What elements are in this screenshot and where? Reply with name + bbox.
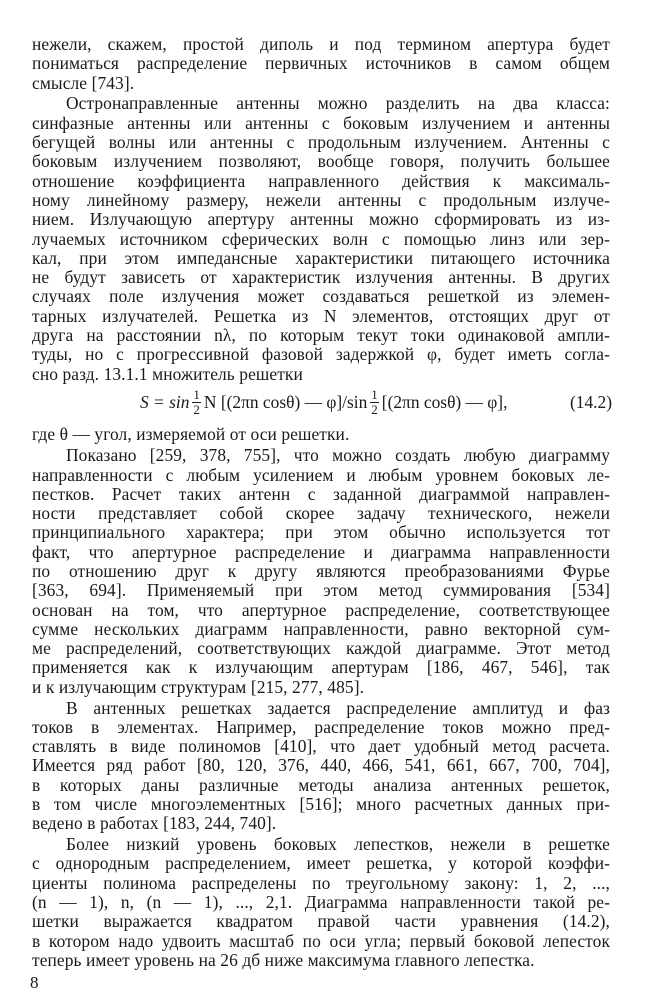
text-line: где θ — угол, измеряемой от оси решетки. xyxy=(32,424,350,444)
text-line: ставлять в виде полиномов [410], что дает удобный метод расчета. xyxy=(32,736,610,756)
text-line: сумме нескольких диаграмм направленности, равно векторной сум- xyxy=(32,619,610,639)
text-line: боковым излучением позволяют, вообще говоря, получить большее xyxy=(32,151,610,171)
text-line: друга на расстоянии nλ, по которым текут токи одинаковой ампли- xyxy=(32,325,610,345)
text-line: сно разд. 13.1.1 множитель решетки xyxy=(32,364,303,384)
text-line: туды, но с прогрессивной фазовой задержкой φ, будет иметь согла- xyxy=(32,344,610,364)
fraction-denominator: 2 xyxy=(193,401,200,417)
text-line: в котором надо удвоить масштаб по оси угла; первый боковой лепесток xyxy=(32,931,610,951)
text-line: смысле [743]. xyxy=(32,73,135,93)
text-line: теперь имеет уровень на 26 дб ниже максимума главного лепестка. xyxy=(32,950,535,970)
text-line: не будут зависеть от характеристик излучения антенны. В других xyxy=(32,267,610,287)
text-line: принципиального характера; при этом обычно используется тот xyxy=(32,522,610,542)
equation-tail: [(2πn cosθ) — φ], xyxy=(381,391,508,412)
text-line: [363, 694]. Применяемый при этом метод суммирования [534] xyxy=(32,580,610,600)
text-line: бегущей волны или антенны с продольным излучением. Антенны с xyxy=(32,132,610,152)
fraction-numerator: 1 xyxy=(193,386,200,402)
text-line: ведено в работах [183, 244, 740]. xyxy=(32,813,277,833)
fraction-denominator: 2 xyxy=(371,401,378,417)
text-line: факт, что апертурное распределение и диаграмма направленности xyxy=(32,542,610,562)
text-line: Остронаправленные антенны можно разделить на два класса: xyxy=(66,93,610,113)
equation-expression xyxy=(140,382,507,422)
text-line: нием. Излучающую апертуру антенны можно сформировать из из- xyxy=(32,209,610,229)
equation-middle: N [(2πn cosθ) — φ]/sin xyxy=(203,391,368,412)
text-line: Показано [259, 378, 755], что можно создать любую диаграмму xyxy=(66,445,610,465)
equation-lhs: S = sin xyxy=(140,391,190,412)
text-line: (n — 1), n, (n — 1), ..., 2,1. Диаграмма направленности такой ре- xyxy=(32,892,610,912)
text-line: ме распределений, соответствующих каждой диаграмме. Этот метод xyxy=(32,638,610,658)
text-line: ному линейному размеру, нежели антенны с продольным излуче- xyxy=(32,190,610,210)
text-line: лучаемых источником сферических волн с помощью линз или зер- xyxy=(32,229,610,249)
text-line: отношение коэффициента направленного действия к максималь- xyxy=(32,171,610,191)
text-line: пестков. Расчет таких антенн с заданной диаграммой направлен- xyxy=(32,484,610,504)
text-line: ности представляет собой скорее задачу технического, нежели xyxy=(32,503,610,523)
page-number: 8 xyxy=(30,973,39,992)
text-line: в том числе многоэлементных [516]; много расчетных данных при- xyxy=(32,794,610,814)
text-line: Имеется ряд работ [80, 120, 376, 440, 466, 541, 661, 667, 700, 704], xyxy=(32,755,610,775)
equation-14-2 xyxy=(0,382,648,422)
text-line: по отношению друг к другу являются преобразованиями Фурье xyxy=(32,561,610,581)
fraction-one-half xyxy=(370,388,379,417)
text-line: Более низкий уровень боковых лепестков, нежели в решетке xyxy=(66,834,610,854)
equation-number: (14.2) xyxy=(569,392,612,413)
text-line: В антенных решетках задается распределение амплитуд и фаз xyxy=(66,698,610,718)
text-line: и к излучающим структурам [215, 277, 485]. xyxy=(32,677,365,697)
text-line: основан на том, что апертурное распределение, соответствующее xyxy=(32,600,610,620)
text-line: шетки выражается квадратом правой части уравнения (14.2), xyxy=(32,911,610,931)
fraction-numerator: 1 xyxy=(371,386,378,402)
text-line: циенты полинома распределены по треугольному закону: 1, 2, ..., xyxy=(32,873,610,893)
text-line: нежели, скажем, простой диполь и под термином апертура будет xyxy=(32,34,610,54)
text-line: в которых даны различные методы анализа антенных решеток, xyxy=(32,775,610,795)
text-line: тарных излучателей. Решетка из N элементов, отстоящих друг от xyxy=(32,306,610,326)
text-line: токов в элементах. Например, распределение токов можно пред- xyxy=(32,717,610,737)
text-line: синфазные антенны или антенны с боковым излучением и антенны xyxy=(32,113,610,133)
text-line: с однородным распределением, имеет решетка, у которой коэффи- xyxy=(32,853,610,873)
fraction-one-half xyxy=(192,388,201,417)
text-line: пониматься распределение первичных источников в самом общем xyxy=(32,53,610,73)
text-line: случаях поле излучения может создаваться решеткой из элемен- xyxy=(32,286,610,306)
text-line: направленности с любым усилением и любым уровнем боковых ле- xyxy=(32,465,610,485)
text-line: кал, при этом импедансные характеристики питающего источника xyxy=(32,248,610,268)
text-line: применяется как к излучающим апертурам [186, 467, 546], так xyxy=(32,657,610,677)
